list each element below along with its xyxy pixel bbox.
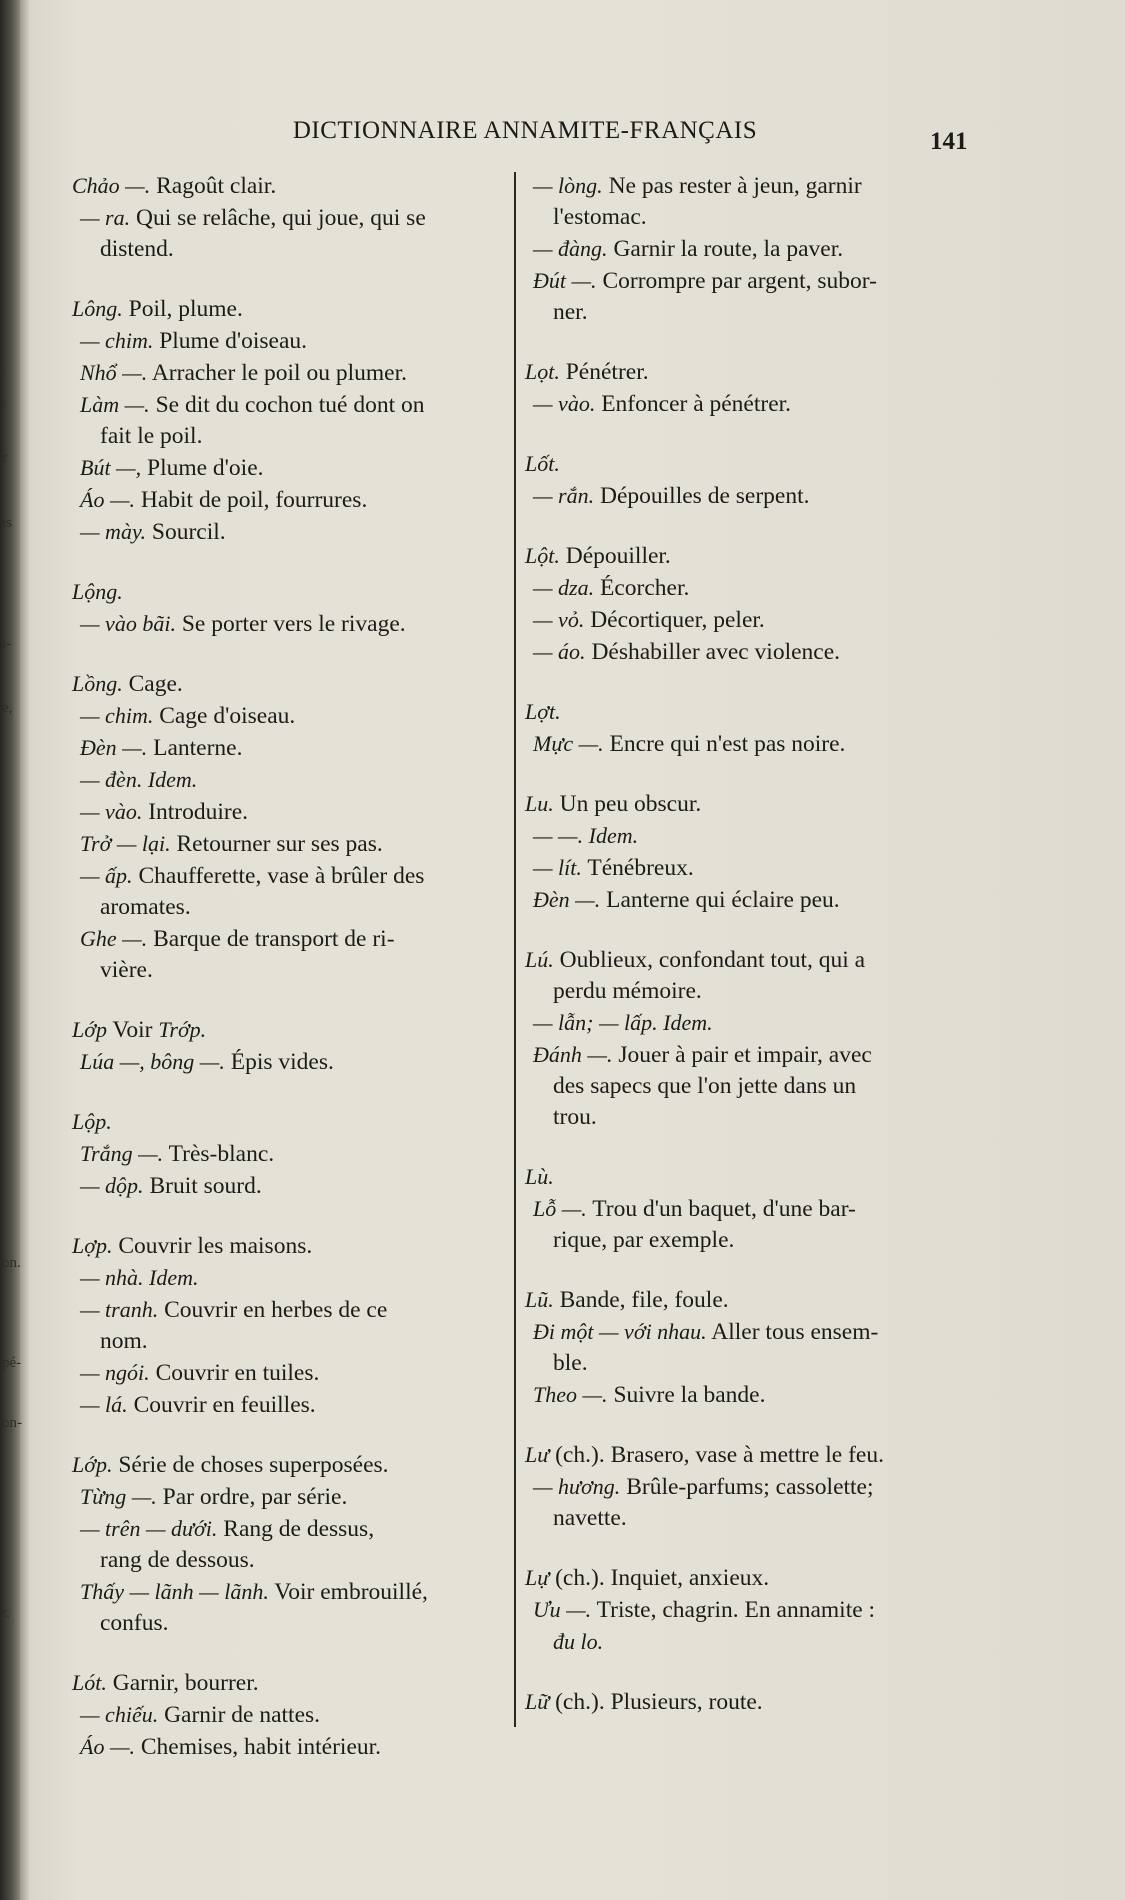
french-definition: Qui se relâche, qui joue, qui se xyxy=(130,205,426,231)
entry-line xyxy=(525,572,983,604)
annamite-term: — ấp. xyxy=(80,863,133,888)
annamite-term: Trắng —. xyxy=(80,1141,164,1166)
margin-fragment: r xyxy=(2,450,7,466)
dictionary-entry xyxy=(525,1161,983,1256)
french-definition: nom. xyxy=(100,1328,148,1354)
french-definition: Habit de poil, fourrures. xyxy=(135,487,368,513)
annamite-term: Lông. xyxy=(72,296,123,321)
dictionary-entry xyxy=(525,448,983,512)
dictionary-entry xyxy=(525,1439,983,1534)
annamite-term: — đèn. Idem. xyxy=(80,767,198,792)
annamite-term: Lột. xyxy=(525,543,560,568)
annamite-term: — trên — dưới. xyxy=(80,1516,218,1541)
margin-fragment: on- xyxy=(2,1415,22,1431)
entry-line xyxy=(525,852,983,884)
dictionary-entry xyxy=(525,1562,983,1658)
annamite-term: — vỏ. xyxy=(533,607,585,632)
entry-headword-line xyxy=(525,944,983,976)
entry-line xyxy=(72,234,504,265)
dictionary-entry xyxy=(525,944,983,1133)
margin-fragment: , xyxy=(2,393,6,409)
facing-page-fragments xyxy=(0,0,24,1900)
entry-line xyxy=(72,1046,504,1078)
french-definition: Écorcher. xyxy=(594,575,690,601)
french-definition: Garnir de nattes. xyxy=(158,1702,321,1728)
entry-line xyxy=(525,1626,983,1658)
annamite-term: Nhổ —. xyxy=(80,360,148,385)
annamite-term: — đàng. xyxy=(533,236,608,261)
annamite-term: Lợp. xyxy=(72,1233,113,1258)
entry-line xyxy=(72,923,504,955)
entry-line xyxy=(72,955,504,986)
french-definition: Corrompre par argent, subor- xyxy=(596,268,877,294)
annamite-term: Bút —, xyxy=(80,455,142,480)
french-definition: Jouer à pair et impair, avec xyxy=(612,1042,872,1068)
dictionary-entry xyxy=(525,540,983,668)
french-definition: Lanterne qui éclaire peu. xyxy=(600,887,840,913)
french-definition: Dépouilles de serpent. xyxy=(594,483,810,509)
entry-headword-line xyxy=(72,576,504,608)
entry-line xyxy=(72,1699,504,1731)
entry-line xyxy=(72,608,504,640)
entry-line xyxy=(72,452,504,484)
entry-line xyxy=(72,1608,504,1639)
entry-line xyxy=(72,484,504,516)
french-definition: Voir embrouillé, xyxy=(268,1579,428,1605)
french-definition: Cage. xyxy=(122,671,183,697)
annamite-term: — tranh. xyxy=(80,1297,159,1322)
annamite-term: Đánh —. xyxy=(533,1042,613,1067)
annamite-term: Làm —. xyxy=(80,392,150,417)
annamite-term: — lẫn; — lấp. Idem. xyxy=(533,1010,713,1035)
annamite-term: Trớp. xyxy=(158,1017,207,1042)
french-definition: Très-blanc. xyxy=(163,1141,275,1167)
french-definition: trou. xyxy=(553,1104,597,1130)
dictionary-entry xyxy=(72,1230,504,1421)
annamite-term: — vào. xyxy=(533,391,596,416)
french-definition: perdu mémoire. xyxy=(553,978,702,1004)
entry-line xyxy=(525,1379,983,1411)
entry-line xyxy=(72,516,504,548)
annamite-term: Mực —. xyxy=(533,731,604,756)
entry-headword-line xyxy=(72,668,504,700)
french-definition: Brûle-parfums; cassolette; xyxy=(620,1474,874,1500)
margin-fragment: ıs xyxy=(2,515,13,531)
entry-headword-line xyxy=(525,788,983,820)
annamite-term: Lót. xyxy=(72,1670,107,1695)
french-definition: Bande, file, foule. xyxy=(553,1287,729,1313)
french-definition: Garnir, bourrer. xyxy=(106,1670,259,1696)
french-definition: Par ordre, par série. xyxy=(156,1484,348,1510)
annamite-term: Đi một — với nhau. xyxy=(533,1319,707,1344)
entry-line xyxy=(525,728,983,760)
french-definition: Plume d'oie. xyxy=(141,455,264,481)
entry-line xyxy=(72,892,504,923)
french-definition: Ténébreux. xyxy=(581,855,694,881)
entry-headword-line xyxy=(525,540,983,572)
margin-fragment: r. xyxy=(2,1605,10,1621)
entry-line xyxy=(72,1481,504,1513)
dictionary-entry xyxy=(525,170,983,328)
entry-line xyxy=(525,1039,983,1071)
annamite-term: — hương. xyxy=(533,1474,621,1499)
annamite-term: Từng —. xyxy=(80,1484,157,1509)
french-definition: Ne pas rester à jeun, garnir xyxy=(602,173,862,199)
entry-line xyxy=(72,1731,504,1763)
entry-line xyxy=(525,1225,983,1256)
french-definition: (ch.). Brasero, vase à mettre le feu. xyxy=(549,1442,884,1468)
entry-headword-line xyxy=(525,1562,983,1594)
french-definition: Chaufferette, vase à brûler des xyxy=(132,863,425,889)
entry-line xyxy=(72,700,504,732)
annamite-term: — —. Idem. xyxy=(533,823,639,848)
page-number: 141 xyxy=(930,128,968,155)
entry-line xyxy=(72,1138,504,1170)
entry-line xyxy=(525,265,983,297)
annamite-term: — vào bãi. xyxy=(80,611,176,636)
entry-line xyxy=(72,732,504,764)
french-definition: Aller tous ensem- xyxy=(706,1319,879,1345)
entry-line xyxy=(525,1348,983,1379)
entry-line xyxy=(72,860,504,892)
french-definition: Arracher le poil ou plumer. xyxy=(147,360,407,386)
entry-line xyxy=(525,202,983,233)
entry-line xyxy=(525,1316,983,1348)
annamite-term: Lớp. xyxy=(72,1452,113,1477)
annamite-term: Lớp xyxy=(72,1017,107,1042)
annamite-term: — chiếu. xyxy=(80,1702,159,1727)
annamite-term: — nhà. Idem. xyxy=(80,1265,199,1290)
french-definition: Sourcil. xyxy=(146,519,226,545)
entry-line xyxy=(72,1576,504,1608)
entry-headword-line xyxy=(72,293,504,325)
french-definition: Dépouiller. xyxy=(559,543,671,569)
dictionary-entry xyxy=(72,576,504,640)
annamite-term: Lú. xyxy=(525,947,554,972)
dictionary-entry xyxy=(525,356,983,420)
annamite-term: Áo —. xyxy=(80,487,135,512)
french-definition: rang de dessous. xyxy=(100,1547,255,1573)
entry-line xyxy=(525,636,983,668)
entry-line xyxy=(525,388,983,420)
dictionary-entry xyxy=(72,1667,504,1763)
entry-line xyxy=(525,604,983,636)
french-definition: Cage d'oiseau. xyxy=(153,703,296,729)
entry-line xyxy=(72,325,504,357)
entry-line xyxy=(72,1170,504,1202)
entry-line xyxy=(525,1193,983,1225)
dictionary-entry xyxy=(525,788,983,916)
annamite-term: Lư xyxy=(525,1442,550,1467)
french-definition: Retourner sur ses pas. xyxy=(170,831,383,857)
annamite-term: — dza. xyxy=(533,575,595,600)
margin-fragment: on. xyxy=(2,1255,21,1271)
entry-headword-line xyxy=(72,1449,504,1481)
french-definition: rique, par exemple. xyxy=(553,1227,735,1253)
annamite-term: — vào. xyxy=(80,799,143,824)
annamite-term: Áo —. xyxy=(80,1734,135,1759)
french-definition: ble. xyxy=(553,1350,588,1376)
annamite-term: Chảo —. xyxy=(72,173,151,198)
french-definition: Suivre la bande. xyxy=(607,1382,766,1408)
french-definition: Voir xyxy=(106,1017,159,1043)
entry-headword-line xyxy=(72,170,504,202)
dictionary-entry xyxy=(72,1106,504,1202)
left-column xyxy=(72,170,504,1791)
entry-line xyxy=(72,764,504,796)
margin-fragment: . xyxy=(2,360,6,376)
entry-headword-line xyxy=(72,1667,504,1699)
entry-headword-line xyxy=(525,1161,983,1193)
french-definition: Décortiquer, peler. xyxy=(584,607,765,633)
french-definition: distend. xyxy=(100,236,174,262)
french-definition: Couvrir les maisons. xyxy=(112,1233,313,1259)
annamite-term: Lộng. xyxy=(72,579,123,604)
entry-headword-line xyxy=(72,1106,504,1138)
dictionary-entry xyxy=(72,170,504,265)
entry-line xyxy=(525,233,983,265)
entry-line xyxy=(525,1503,983,1534)
french-definition: Encre qui n'est pas noire. xyxy=(603,731,846,757)
dictionary-entry xyxy=(525,1284,983,1411)
french-definition: Épis vides. xyxy=(224,1049,334,1075)
french-definition: confus. xyxy=(100,1610,169,1636)
entry-line xyxy=(525,297,983,328)
annamite-term: Ghe —. xyxy=(80,926,148,951)
dictionary-entry xyxy=(72,1449,504,1639)
french-definition: Enfoncer à pénétrer. xyxy=(595,391,792,417)
annamite-term: — mày. xyxy=(80,519,146,544)
annamite-term: Lự xyxy=(525,1565,550,1590)
entry-line xyxy=(72,389,504,421)
annamite-term: Lù. xyxy=(525,1164,554,1189)
annamite-term: Đèn —. xyxy=(533,887,601,912)
annamite-term: Lợt. xyxy=(525,699,561,724)
french-definition: Pénétrer. xyxy=(559,359,649,385)
entry-headword-line xyxy=(72,1230,504,1262)
entry-line xyxy=(525,480,983,512)
entry-line xyxy=(72,1389,504,1421)
annamite-term: Lũ. xyxy=(525,1287,554,1312)
french-definition: l'estomac. xyxy=(553,204,647,230)
dictionary-entry xyxy=(72,1014,504,1078)
entry-line xyxy=(72,796,504,828)
entry-line xyxy=(72,1326,504,1357)
dictionary-entry xyxy=(72,293,504,548)
annamite-term: — dộp. xyxy=(80,1173,144,1198)
column-divider xyxy=(514,172,516,1727)
dictionary-entry xyxy=(72,668,504,986)
french-definition: (ch.). Plusieurs, route. xyxy=(549,1689,763,1715)
entry-line xyxy=(525,820,983,852)
french-definition: Barque de transport de ri- xyxy=(147,926,395,952)
entry-line xyxy=(525,1102,983,1133)
entry-line xyxy=(72,357,504,389)
entry-line xyxy=(72,1294,504,1326)
french-definition: Couvrir en herbes de ce xyxy=(158,1297,388,1323)
entry-line xyxy=(72,1513,504,1545)
entry-line xyxy=(72,1545,504,1576)
annamite-term: — chim. xyxy=(80,328,154,353)
annamite-term: Theo —. xyxy=(533,1382,608,1407)
french-definition: Bruit sourd. xyxy=(143,1173,262,1199)
annamite-term: Đút —. xyxy=(533,268,597,293)
french-definition: Triste, chagrin. En annamite : xyxy=(591,1597,876,1623)
french-definition: Se porter vers le rivage. xyxy=(175,611,406,637)
entry-headword-line xyxy=(525,1284,983,1316)
french-definition: Plume d'oiseau. xyxy=(153,328,308,354)
entry-line xyxy=(72,1357,504,1389)
annamite-term: — lòng. xyxy=(533,173,603,198)
entry-headword-line xyxy=(525,1686,983,1718)
french-definition: Lanterne. xyxy=(147,735,243,761)
annamite-term: Trở — lại. xyxy=(80,831,171,856)
entry-line xyxy=(72,1262,504,1294)
entry-line xyxy=(525,1007,983,1039)
entry-line xyxy=(72,421,504,452)
running-header: DICTIONNAIRE ANNAMITE-FRANÇAIS xyxy=(292,117,758,144)
french-definition: Introduire. xyxy=(142,799,249,825)
french-definition: Trou d'un baquet, d'une bar- xyxy=(586,1196,856,1222)
annamite-term: Lúa —, bông —. xyxy=(80,1049,225,1074)
entry-line xyxy=(72,202,504,234)
french-definition: Couvrir en tuiles. xyxy=(149,1360,320,1386)
dictionary-entry xyxy=(525,1686,983,1718)
annamite-term: — chim. xyxy=(80,703,154,728)
annamite-term: Lu. xyxy=(525,791,554,816)
annamite-term: Lộp. xyxy=(72,1109,112,1134)
annamite-term: Lữ xyxy=(525,1689,550,1714)
entry-line xyxy=(525,1071,983,1102)
entry-line xyxy=(525,1471,983,1503)
french-definition: Un peu obscur. xyxy=(553,791,702,817)
entry-line xyxy=(525,884,983,916)
french-definition: Déshabiller avec violence. xyxy=(585,639,841,665)
annamite-term: — lít. xyxy=(533,855,582,880)
french-definition: Couvrir en feuilles. xyxy=(127,1392,316,1418)
french-definition: Rang de dessus, xyxy=(217,1516,375,1542)
entry-headword-line xyxy=(525,696,983,728)
entry-line xyxy=(525,976,983,1007)
margin-fragment: ı- xyxy=(2,636,12,652)
annamite-term: — ngói. xyxy=(80,1360,150,1385)
french-definition: Chemises, habit intérieur. xyxy=(135,1734,382,1760)
right-column xyxy=(525,170,983,1746)
french-definition: Garnir la route, la paver. xyxy=(607,236,844,262)
french-definition: Série de choses superposées. xyxy=(112,1452,389,1478)
french-definition: fait le poil. xyxy=(100,423,203,449)
margin-fragment: e, xyxy=(2,700,13,716)
annamite-term: đu lo. xyxy=(553,1629,604,1654)
french-definition: ner. xyxy=(553,299,588,325)
annamite-term: Lọt. xyxy=(525,359,560,384)
entry-line xyxy=(72,828,504,860)
margin-fragment: pé- xyxy=(2,1355,22,1371)
annamite-term: Thấy — lãnh — lãnh. xyxy=(80,1579,269,1604)
annamite-term: — áo. xyxy=(533,639,586,664)
french-definition: Oublieux, confondant tout, qui a xyxy=(553,947,866,973)
annamite-term: — ra. xyxy=(80,205,131,230)
annamite-term: Ưu —. xyxy=(533,1597,592,1622)
annamite-term: Đèn —. xyxy=(80,735,148,760)
french-definition: aromates. xyxy=(100,894,191,920)
french-definition: navette. xyxy=(553,1505,627,1531)
dictionary-entry xyxy=(525,696,983,760)
entry-headword-line xyxy=(525,448,983,480)
french-definition: Poil, plume. xyxy=(122,296,243,322)
french-definition: (ch.). Inquiet, anxieux. xyxy=(549,1565,770,1591)
french-definition: vière. xyxy=(100,957,153,983)
annamite-term: — rắn. xyxy=(533,483,595,508)
annamite-term: — lá. xyxy=(80,1392,128,1417)
annamite-term: Lỗ —. xyxy=(533,1196,587,1221)
entry-line xyxy=(525,170,983,202)
entry-headword-line xyxy=(525,1439,983,1471)
french-definition: Se dit du cochon tué dont on xyxy=(149,392,425,418)
entry-headword-line xyxy=(72,1014,504,1046)
entry-line xyxy=(525,1594,983,1626)
french-definition: des sapecs que l'on jette dans un xyxy=(553,1073,857,1099)
annamite-term: Lốt. xyxy=(525,451,560,476)
french-definition: Ragoût clair. xyxy=(150,173,277,199)
entry-headword-line xyxy=(525,356,983,388)
annamite-term: Lồng. xyxy=(72,671,123,696)
